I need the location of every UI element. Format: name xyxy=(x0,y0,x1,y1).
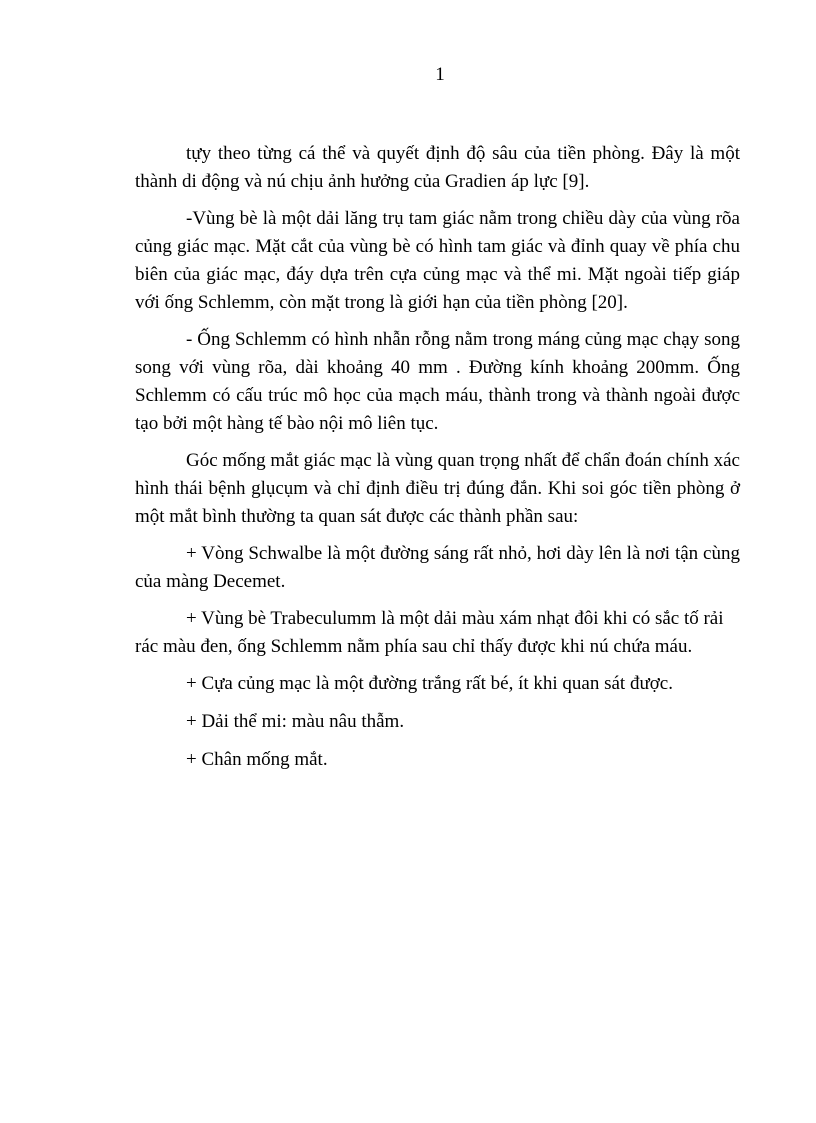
document-body xyxy=(135,140,740,783)
list-item-trabeculum: + Vùng bè Trabeculumm là một dải màu xám nhạt đôi khi có sắc tố rải rác màu đen, ống Schlemm nằm phía sau chỉ thấy được khi nú chứa máu. xyxy=(135,608,724,657)
page-number: 1 xyxy=(435,64,445,85)
list-item-ciliary-band: + Dải thể mi: màu nâu thẫm. xyxy=(186,711,405,732)
paragraph-iridocorneal-angle: Góc mống mắt giác mạc là vùng quan trọng nhất để chẩn đoán chính xác hình thái bệnh glụcụm và chỉ định điều trị đúng đắn. Khi soi góc tiền phòng ở một mắt bình thường ta quan sát được các thành phần sau: xyxy=(135,450,740,527)
paragraph-schlemm-canal: - Ống Schlemm có hình nhẫn rỗng nằm trong máng củng mạc chạy song song với vùng rõa, dài khoảng 40 mm . Đường kính khoảng 200mm. Ống Schlemm có cấu trúc mô học của mạch máu, thành trong và thành ngoài được tạo bởi một hàng tế bào nội mô liên tục. xyxy=(135,329,740,434)
paragraph-trabecular-zone: -Vùng bè là một dải lăng trụ tam giác nằm trong chiều dày của vùng rõa củng giác mạc. Mặt cắt của vùng bè có hình tam giác và đỉnh quay về phía chu biên của giác mạc, đáy dựa trên cựa củng mạc và thể mi. Mặt ngoài tiếp giáp với ống Schlemm, còn mặt trong là giới hạn của tiền phòng [20]. xyxy=(135,208,740,313)
paragraph-anterior-chamber-depth: tựy theo từng cá thể và quyết định độ sâu của tiền phòng. Đây là một thành di động và nú chịu ảnh hưởng của Gradien áp lực [9]. xyxy=(135,143,740,192)
list-item-schwalbe-line: + Vòng Schwalbe là một đường sáng rất nhỏ, hơi dày lên là nơi tận cùng của màng Decemet. xyxy=(135,543,740,592)
list-item-scleral-spur: + Cựa củng mạc là một đường trắng rất bé, ít khi quan sát được. xyxy=(186,673,673,694)
list-item-iris-root: + Chân mống mắt. xyxy=(186,749,328,770)
